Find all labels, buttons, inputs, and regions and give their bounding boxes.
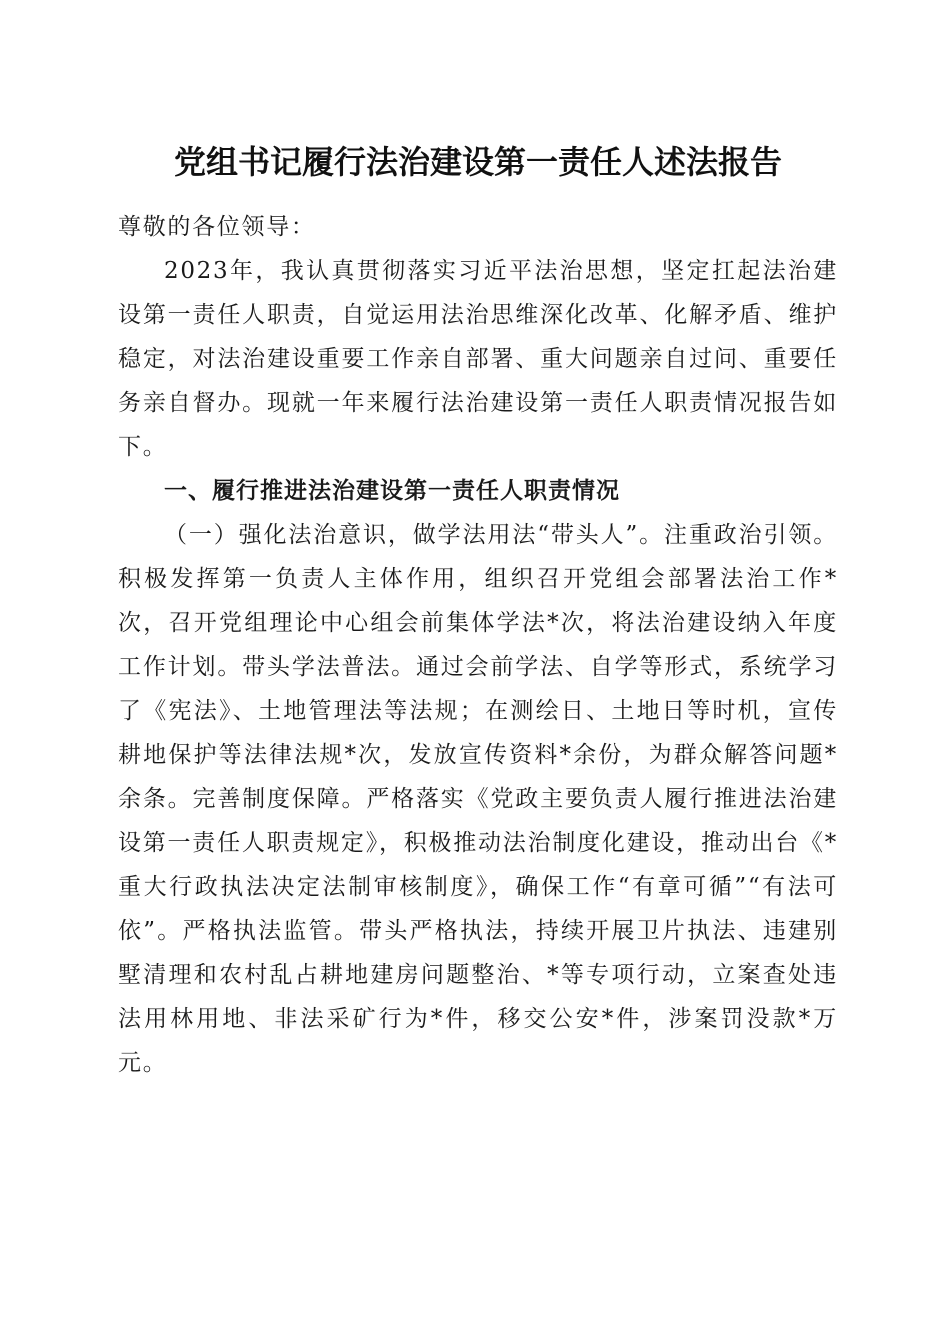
document-body [118,205,838,1085]
intro-paragraph: 2023年，我认真贯彻落实习近平法治思想，坚定扛起法治建设第一责任人职责，自觉运用法治思维深化改革、化解矛盾、维护稳定，对法治建设重要工作亲自部署、重大问题亲自过问、重要任务亲自督办。现就一年来履行法治建设第一责任人职责情况报告如下。 [118,258,838,460]
document-title: 党组书记履行法治建设第一责任人述法报告 [173,143,782,181]
salutation: 尊敬的各位领导： [118,214,316,240]
section-heading: 一、履行推进法治建设第一责任人职责情况 [164,478,620,504]
section-paragraph: （一）强化法治意识，做学法用法“带头人”。注重政治引领。积极发挥第一负责人主体作用，组织召开党组会部署法治工作*次，召开党组理论中心组会前集体学法*次，将法治建设纳入年度工作计划。带头学法普法。通过会前学法、自学等形式，系统学习了《宪法》、土地管理法等法规；在测绘日、土地日等时机，宣传耕地保护等法律法规*次，发放宣传资料*余份，为群众解答问题*余条。完善制度保障。严格落实《党政主要负责人履行推进法治建设第一责任人职责规定》，积极推动法治制度化建设，推动出台《*重大行政执法决定法制审核制度》，确保工作“有章可循”“有法可依”。严格执法监管。带头严格执法，持续开展卫片执法、违建别墅清理和农村乱占耕地建房问题整治、*等专项行动，立案查处违法用林用地、非法采矿行为*件，移交公安*件，涉案罚没款*万元。 [118,522,838,1076]
